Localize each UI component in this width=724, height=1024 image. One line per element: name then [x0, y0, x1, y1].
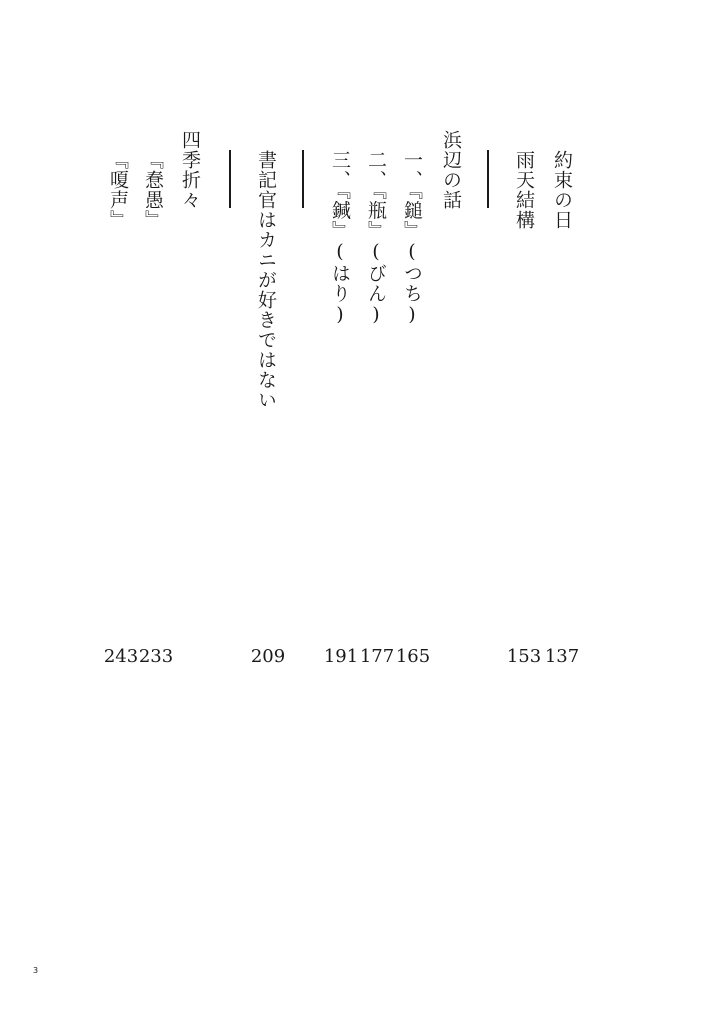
page-number: 177 [359, 646, 395, 667]
toc-entry-title[interactable]: 一、『鎚』(つち) [401, 150, 423, 327]
toc-entry-title[interactable]: 書記官はカニが好きではない [255, 150, 277, 410]
toc-entry-title[interactable]: 『嗄声』 [107, 150, 129, 230]
toc-entry-title[interactable]: 二、『瓶』(びん) [365, 150, 387, 327]
section-heading: 浜辺の話 [440, 130, 462, 210]
page-number: 165 [395, 646, 431, 667]
page-number: 233 [138, 646, 174, 667]
page-number: 209 [250, 646, 286, 667]
section-divider [229, 150, 231, 208]
toc-entry-title[interactable]: 約束の日 [551, 150, 573, 230]
toc-entry-title[interactable]: 『惷愚』 [142, 150, 164, 230]
page-number: 191 [323, 646, 359, 667]
folio-number: 3 [33, 966, 39, 975]
toc-entry-title[interactable]: 雨天結構 [513, 150, 535, 230]
page-number: 243 [103, 646, 139, 667]
page-number: 153 [506, 646, 542, 667]
page-number: 137 [544, 646, 580, 667]
section-divider [302, 150, 304, 208]
toc-entry-title[interactable]: 三、『鍼』(はり) [329, 150, 351, 327]
section-divider [487, 150, 489, 208]
section-heading: 四季折々 [179, 130, 201, 210]
